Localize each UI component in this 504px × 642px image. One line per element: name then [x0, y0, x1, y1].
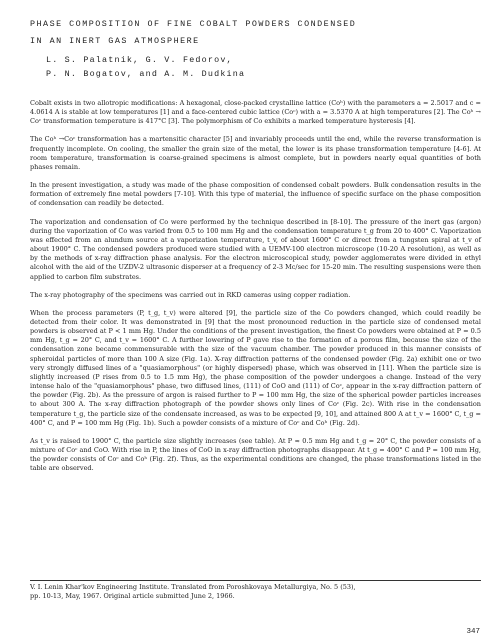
author-list — [46, 53, 245, 81]
paragraph: The x-ray photography of the specimens was carried out in RKD cameras using copper radiation. — [30, 290, 351, 299]
footnote-line-1: V. I. Lenin Khar'kov Engineering Institute. Translated from Poroshkovaya Metallurgiya, No. 5 (53), — [30, 583, 356, 591]
article-body — [30, 99, 481, 473]
article-title — [30, 16, 480, 50]
title-line-1: PHASE COMPOSITION OF FINE COBALT POWDERS CONDENSED — [30, 19, 357, 29]
footnote-line-2: pp. 10-13, May, 1967. Original article submitted June 2, 1966. — [30, 592, 235, 601]
title-line-2: IN AN INERT GAS ATMOSPHERE — [30, 36, 200, 46]
paragraph: As t_v is raised to 1900° C, the particle size slightly increases (see table). At P ≈ 0.5 mm Hg and t_g = 20° C, the powder consists of a mixture of Coᶜ and CoO. With rise in P, the lines of CoO in x-ray diffraction photographs disappear. At t_g = 400° C and P = 100 mm Hg, the powder consists of Coᶜ and Coʰ (Fig. 2f). Thus, as the experimental conditions are changed, the phase transformations listed in the table are observed. — [30, 436, 481, 473]
paragraph: In the present investigation, a study was made of the phase composition of condensed cobalt powders. Bulk condensation results in the formation of extremely fine metal powders [7-10]. With this type of material, the influence of specific surface on the phase composition of condensation can readily be detected. — [30, 181, 481, 208]
paragraph: When the process parameters (P, t_g, t_v) were altered [9], the particle size of the Co powders changed, which could readily be detected from their color. It was demonstrated in [9] that the most pronounced reduction in the particle size of condensed metal powders is observed at P < 1 mm Hg. Under the conditions of the present investigation, the finest Co powders were obtained at P = 0.5 mm Hg, t_g = 20° C, and t_v = 1600° C. A further lowering of P gave rise to the formation of a porous film, because the size of the condensation zone became commensurable with the size of the vacuum chamber. The powder produced in this manner consists of spheroidal particles of more than 100 A size (Fig. 1a). X-ray diffraction patterns of the condensed powder (Fig. 2a) exhibit one or two very strongly diffused lines of a "quasiamorphous" (or highly dispersed) phase, which was observed in [11]. When the particle size is slightly increased (P rises from 0.5 to 1.5 mm Hg), the phase composition of the powder undergoes a change. Instead of the very intense halo of the "quasiamorphous" phase, two diffused lines, (111) of CoO and (111) of Coᶜ, appear in the x-ray diffraction pattern of the powder (Fig. 2b). As the pressure of argon is raised further to P = 100 mm Hg, the size of the spherical powder particles increases to about 300 A. The x-ray diffraction photograph of the powder shows only lines of Coᶜ (Fig. 2c). With rise in the condensation temperature t_g, the particle size of the condensate increased, as was to be expected [9, 10], and attained 800 A at t_v = 1600° C, t_g = 400° C, and P = 100 mm Hg (Fig. 1b). Such a powder consists of a mixture of Coᶜ and Coʰ (Fig. 2d). — [30, 308, 481, 427]
paragraph: Cobalt exists in two allotropic modifications: A hexagonal, close-packed crystalline lattice (Coʰ) with the parameters a = 2.5017 and c = 4.0614 A is stable at low temperatures [1] and a face-centered cubic lattice (Coᶜ) with a = 3.5370 A at high temperatures [2]. The Coʰ → Coᶜ transformation temperature is 417°C [3]. The polymorphism of Co exhibits a marked temperature hysteresis [4]. — [30, 99, 481, 126]
authors-line-1: L. S. Palatnik, G. V. Fedorov, — [46, 55, 233, 65]
page-number: 347 — [466, 628, 480, 636]
footnote — [30, 580, 481, 601]
paragraph: The Coʰ →Coᶜ transformation has a martensitic character [5] and invariably proceeds until the end, while the reverse transformation is frequently incomplete. On cooling, the smaller the grain size of the metal, the lower is its phase transformation temperature [4-6]. At room temperature, transformation is coarse-grained specimens is almost complete, but in powders nearly equal quantities of both phases remain. — [30, 135, 481, 171]
authors-line-2: P. N. Bogatov, and A. M. Dudkina — [46, 69, 246, 79]
paragraph: The vaporization and condensation of Co were performed by the technique described in [8-10]. The pressure of the inert gas (argon) during the vaporization of Co was varied from 0.5 to 100 mm Hg and the condensation temperature t_g from 20 to 400° C. Vaporization was effected from an alundum source at a vaporization temperature, t_v, of about 1600° C or direct from a tungsten spiral at t_v of about 1900° C. The condensed powders produced were studied with a UEMV-100 electron microscope (10-20 A resolution), as well as by the methods of x-ray diffraction phase analysis. For the electron microscopical study, powder agglomerates were divided in ethyl alcohol with the aid of the UZDV-2 ultrasonic disperser at a frequency of 2-3 Mc/sec for 15-20 min. The resulting suspensions were then applied to carbon film substrates. — [30, 217, 481, 281]
